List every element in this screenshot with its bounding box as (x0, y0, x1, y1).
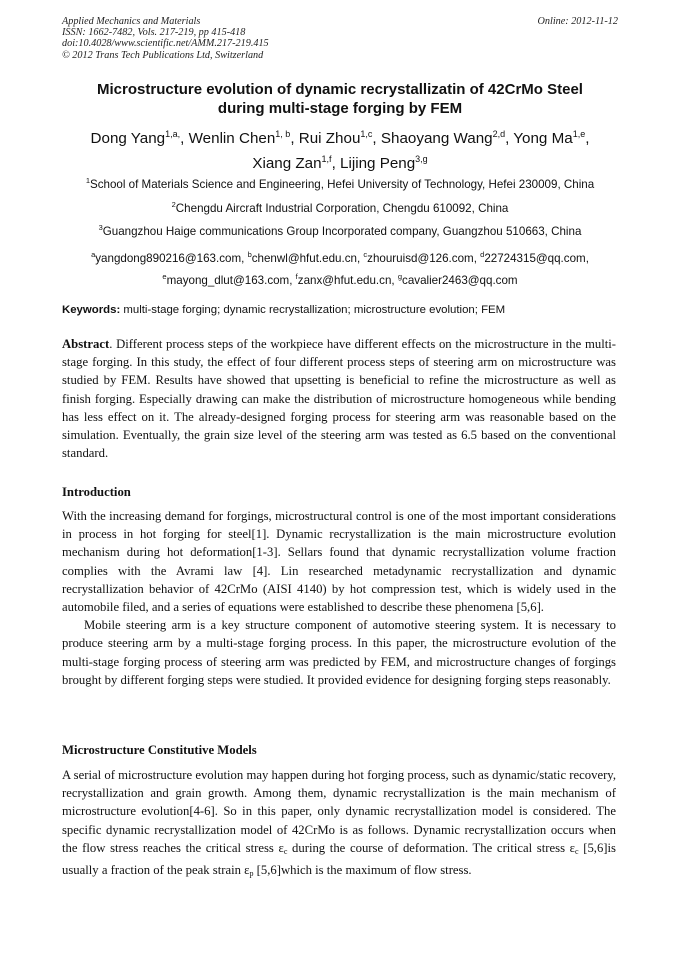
author-name: Wenlin Chen (188, 130, 276, 147)
models-text: [5,6]is usually a fraction of the peak strain (62, 840, 616, 878)
issn-line: ISSN: 1662-7482, Vols. 217-219, pp 415-418 (62, 27, 246, 39)
author-affiliation-mark: 1, b (275, 129, 291, 139)
email-list (40, 246, 640, 290)
email-mark: e (162, 272, 167, 281)
introduction-paragraph-1: With the increasing demand for forgings, microstructural control is one of the most important considerations in process in hot forging for steel[1]. Dynamic recrystallization is the main microstructure evolution mechanism during hot deformation[1-3]. Sellars found that dynamic recrystallization volume fraction complies with the Avrami law [4]. Lin researched metadynamic recrystallization and dynamic recrystallization behavior of 42CrMo (AISI 4140) by hot compression test, which is widely used in the automobile filed, and a series of equations were established to describe these phenomena [5,6]. (62, 509, 616, 615)
subscript-c: c (283, 846, 288, 856)
keywords-text: multi-stage forging; dynamic recrystallization; microstructure evolution; FEM (123, 304, 506, 316)
affiliation-text: Chengdu Aircraft Industrial Corporation, Chengdu 610092, China (175, 202, 509, 215)
email-mark: b (247, 250, 252, 259)
keywords-label: Keywords: (62, 304, 121, 316)
copyright-line: © 2012 Trans Tech Publications Ltd, Switzerland (62, 49, 264, 61)
journal-header (62, 16, 618, 61)
affiliation-2 (40, 198, 640, 216)
subscript-c: c (575, 846, 579, 856)
doi-line: doi:10.4028/www.scientific.net/AMM.217-219.415 (62, 38, 269, 50)
journal-name: Applied Mechanics and Materials (62, 16, 201, 27)
email-mark: f (295, 272, 298, 281)
author-name: Shaoyang Wang (380, 130, 493, 147)
email-mark: a (91, 250, 96, 259)
author-affiliation-mark: 2,d (492, 129, 506, 139)
email-line-2: $^e$mayong_dlut@163.com, $^f$zanx@hfut.edu.cn, $^g$cavalier2463@qq.com (162, 272, 518, 287)
email-address[interactable]: 22724315@qq.com (484, 252, 586, 265)
affiliation-1 (40, 174, 640, 192)
abstract-label: Abstract (62, 337, 110, 351)
author-line-1: Dong Yang$^{1,a,}$, Wenlin Chen$^{1, b}$, Rui Zhou$^{1,c}$, Shaoyang Wang$^{2,d}$, Yong Ma$^{1,e}$, (90, 129, 590, 147)
author-affiliation-mark: 1,c (360, 129, 373, 139)
author-affiliation-mark: 1,a, (165, 129, 181, 139)
title-line-2: during multi-stage forging by FEM (217, 100, 463, 117)
author-name: Lijing Peng (340, 155, 416, 172)
email-address[interactable]: zanx@hfut.edu.cn (297, 274, 392, 287)
epsilon-symbol: ε (569, 840, 575, 855)
email-line-1: $^a$yangdong890216@163.com, $^b$chenwl@hfut.edu.cn, $^c$zhouruisd@126.com, $^d$22724315@qq.com, (91, 250, 589, 265)
author-affiliation-mark: 1,e (572, 129, 586, 139)
email-address[interactable]: zhouruisd@126.com (367, 252, 474, 265)
abstract-text: . Different process steps of the workpiece have different effects on the microstructure in the multi-stage forging. In this study, the effect of four different process steps of steering arm on microstructure was studied by FEM. Results have showed that upsetting is beneficial to refine the microstructure as well as finish forging. Especially drawing can make the distribution of microstructure homogeneous while bending has less effect on it. The already-designed forging process for steering arm was reasonable based on the simulation. Eventually, the grain size level of the steering arm was tested as 6.5 based on the conventional standard. (62, 337, 616, 461)
email-address[interactable]: yangdong890216@163.com (95, 252, 242, 265)
author-affiliation-mark: 3,g (415, 154, 428, 164)
title-line-1: Microstructure evolution of dynamic recrystallizatin of 42CrMo Steel (97, 81, 583, 98)
introduction-paragraph-2: Mobile steering arm is a key structure component of automotive steering system. It is necessary to produce steering arm by a multi-stage forging process. In this paper, the microstructure evolution of the multi-stage forging process of steering arm was predicted by FEM, and microstructure changes of forgings brought by different forging steps were studied. It provided evidence for designing forging steps reasonably. (62, 618, 616, 687)
email-address[interactable]: cavalier2463@qq.com (402, 274, 518, 287)
email-address[interactable]: mayong_dlut@163.com (166, 274, 290, 287)
author-name: Dong Yang (90, 130, 166, 147)
author-list (50, 124, 630, 174)
email-mark: c (363, 250, 368, 259)
introduction-body (62, 507, 616, 689)
epsilon-symbol: ε (278, 840, 284, 855)
paper-title (60, 80, 620, 118)
affiliation-text: School of Materials Science and Engineering, Hefei University of Technology, Hefei 230009, China (89, 178, 595, 191)
introduction-heading: Introduction (62, 485, 131, 499)
affiliation-3 (40, 221, 640, 239)
abstract (62, 335, 616, 462)
models-text: A serial of microstructure evolution may happen during hot forging process, such as dynamic/static recovery, recrystallization and grain growth. Among them, dynamic recrystallization is the main mechanism of microstructure evolution[4-6]. So in this paper, only dynamic recrystallization model is considered. The specific dynamic recrystallization model of 42CrMo is as follows. Dynamic recrystallization occurs when the flow stress reaches the critical stress (62, 768, 616, 855)
models-paragraph (62, 766, 616, 883)
author-line-2: Xiang Zan$^{1,f}$, Lijing Peng$^{3,g}$ (252, 154, 428, 172)
models-text: [5,6]which is the maximum of flow stress. (253, 863, 472, 878)
author-name: Xiang Zan (252, 155, 322, 172)
email-mark: g (397, 272, 403, 281)
online-date: Online: 2012-11-12 (537, 16, 618, 27)
email-address[interactable]: chenwl@hfut.edu.cn (251, 252, 357, 265)
models-heading: Microstructure Constitutive Models (62, 743, 257, 757)
affiliation-mark: 3 (98, 223, 103, 232)
keywords (62, 303, 618, 318)
epsilon-symbol: ε (244, 863, 250, 878)
author-name: Rui Zhou (298, 130, 361, 147)
author-affiliation-mark: 1,f (321, 154, 332, 164)
affiliation-mark: 2 (171, 200, 176, 209)
models-text: during the course of deformation. The critical stress (287, 840, 570, 855)
affiliation-text: Guangzhou Haige communications Group Incorporated company, Guangzhou 510663, China (102, 225, 582, 238)
author-name: Yong Ma (513, 130, 573, 147)
affiliation-mark: 1 (85, 176, 90, 185)
subscript-p: p (249, 869, 254, 879)
email-mark: d (480, 250, 485, 259)
